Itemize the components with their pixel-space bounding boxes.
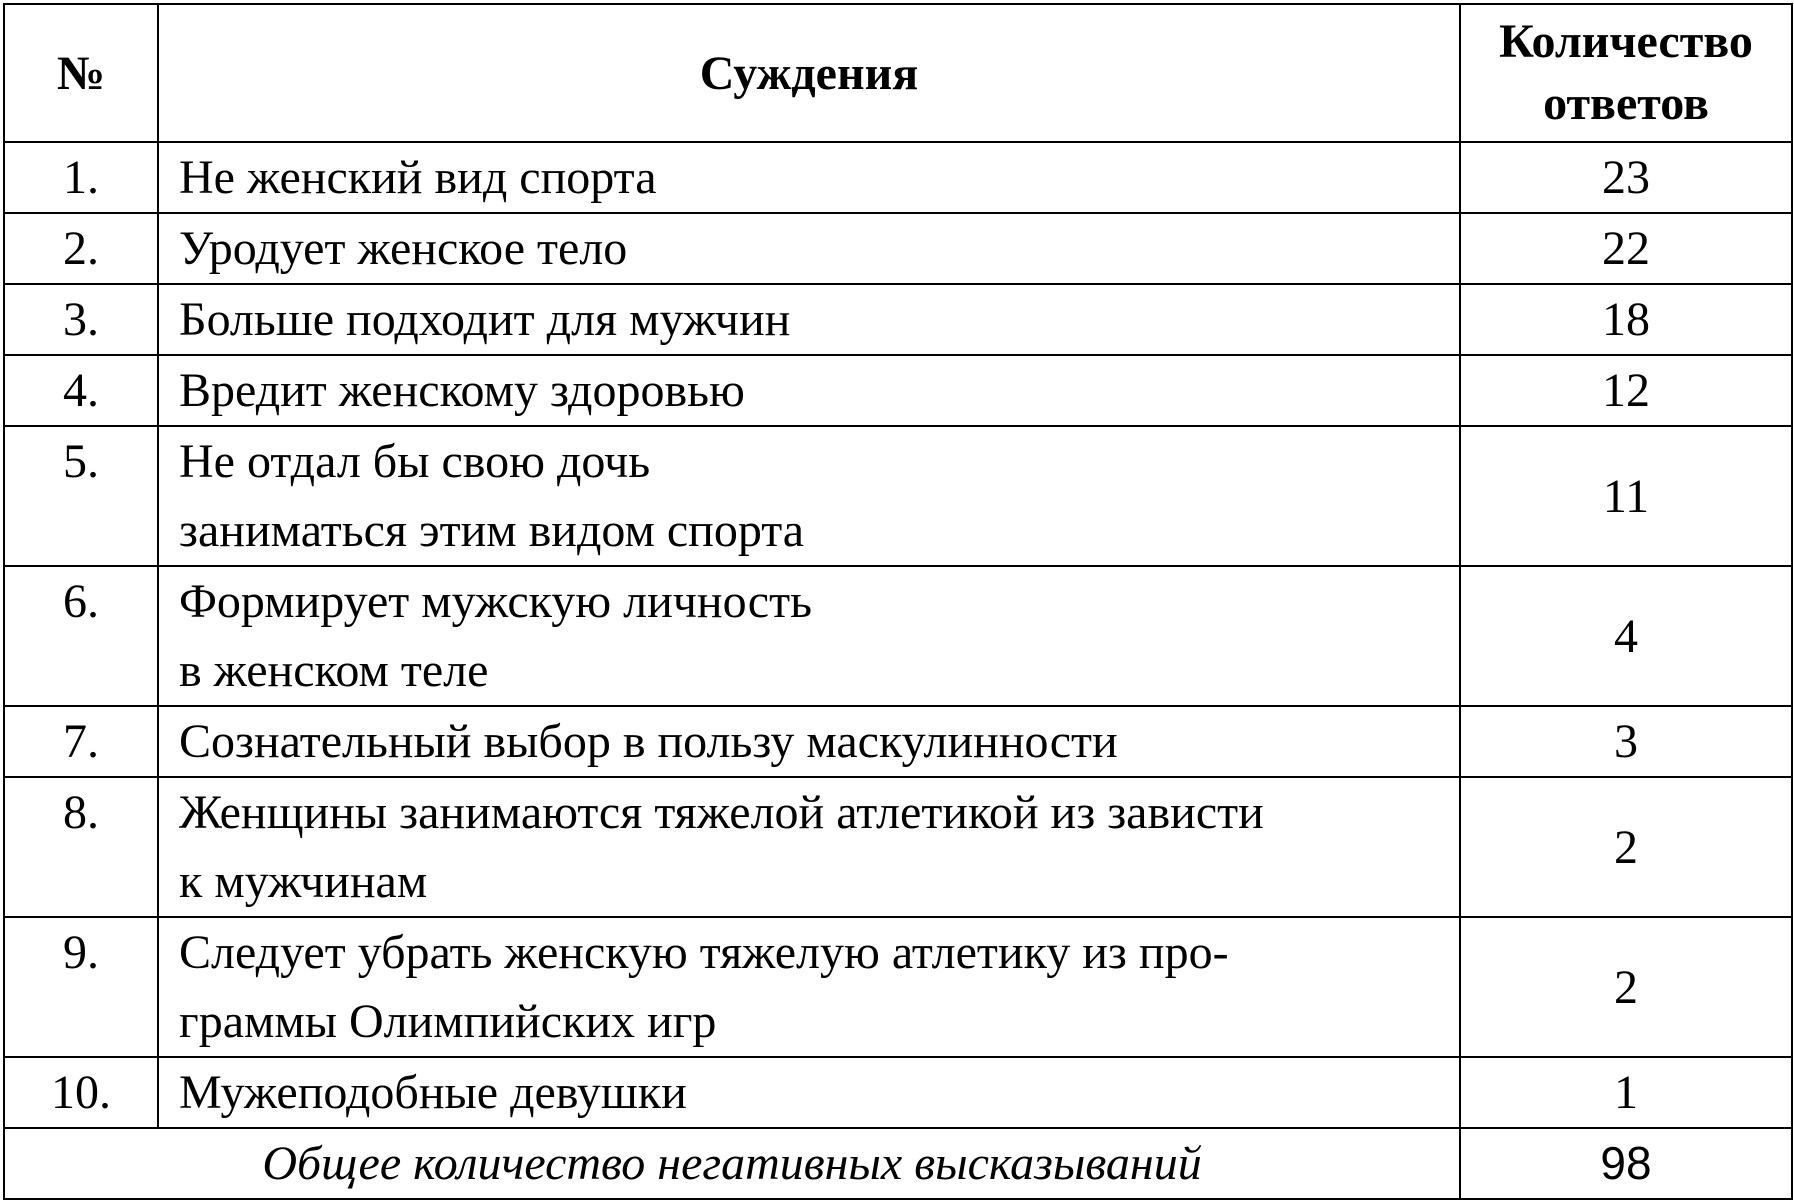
header-number: № <box>4 4 158 142</box>
table-row <box>4 284 1792 355</box>
row-number: 2. <box>4 213 158 284</box>
header-count <box>1460 4 1792 142</box>
row-statement <box>158 777 1460 917</box>
table-row <box>4 213 1792 284</box>
survey-table <box>3 3 1793 1200</box>
row-count: 23 <box>1460 142 1792 213</box>
row-number: 7. <box>4 706 158 777</box>
row-number: 9. <box>4 917 158 1057</box>
row-statement-line: в женском теле <box>179 644 489 697</box>
row-statement <box>158 1057 1460 1128</box>
row-statement <box>158 213 1460 284</box>
total-row <box>4 1128 1792 1199</box>
row-number: 8. <box>4 777 158 917</box>
row-statement-line: заниматься этим видом спорта <box>179 504 805 557</box>
table-row <box>4 566 1792 706</box>
row-number: 5. <box>4 426 158 566</box>
table-row <box>4 917 1792 1057</box>
row-count: 1 <box>1460 1057 1792 1128</box>
row-statement-line: Не отдал бы свою дочь <box>179 435 651 488</box>
row-statement-line: Сознательный выбор в пользу маскулинности <box>179 715 1118 768</box>
row-count: 18 <box>1460 284 1792 355</box>
header-count-line2: ответов <box>1543 77 1709 130</box>
row-count: 11 <box>1460 426 1792 566</box>
row-number: 4. <box>4 355 158 426</box>
row-statement-line: Уродует женское тело <box>179 222 628 275</box>
table-row <box>4 355 1792 426</box>
row-statement <box>158 566 1460 706</box>
row-number: 1. <box>4 142 158 213</box>
row-count: 2 <box>1460 917 1792 1057</box>
row-statement-line: граммы Олимпийских игр <box>179 995 717 1048</box>
row-statement <box>158 284 1460 355</box>
row-statement-line: Следует убрать женскую тяжелую атлетику из про- <box>179 926 1229 979</box>
table-row <box>4 777 1792 917</box>
row-statement <box>158 706 1460 777</box>
row-statement <box>158 355 1460 426</box>
row-number: 3. <box>4 284 158 355</box>
row-statement <box>158 142 1460 213</box>
row-number: 10. <box>4 1057 158 1128</box>
row-statement-line: Не женский вид спорта <box>179 151 657 204</box>
row-count: 2 <box>1460 777 1792 917</box>
row-count: 12 <box>1460 355 1792 426</box>
row-statement-line: к мужчинам <box>179 855 428 908</box>
row-statement-line: Больше подходит для мужчин <box>179 293 791 346</box>
header-statement: Суждения <box>158 4 1460 142</box>
table-row <box>4 1057 1792 1128</box>
table-header-row <box>4 4 1792 142</box>
row-count: 3 <box>1460 706 1792 777</box>
total-label: Общее количество негативных высказываний <box>4 1128 1460 1199</box>
row-statement-line: Формирует мужскую личность <box>179 575 812 628</box>
row-statement-line: Мужеподобные девушки <box>179 1066 687 1119</box>
header-count-line1: Количество <box>1499 15 1753 68</box>
row-statement-line: Вредит женскому здоровью <box>179 364 745 417</box>
row-count: 22 <box>1460 213 1792 284</box>
table-row <box>4 142 1792 213</box>
table-body <box>4 142 1792 1199</box>
table-row <box>4 706 1792 777</box>
row-count: 4 <box>1460 566 1792 706</box>
total-value: 98 <box>1460 1128 1792 1199</box>
row-statement <box>158 917 1460 1057</box>
row-statement-line: Женщины занимаются тяжелой атлетикой из зависти <box>179 786 1264 839</box>
row-statement <box>158 426 1460 566</box>
row-number: 6. <box>4 566 158 706</box>
table-row <box>4 426 1792 566</box>
